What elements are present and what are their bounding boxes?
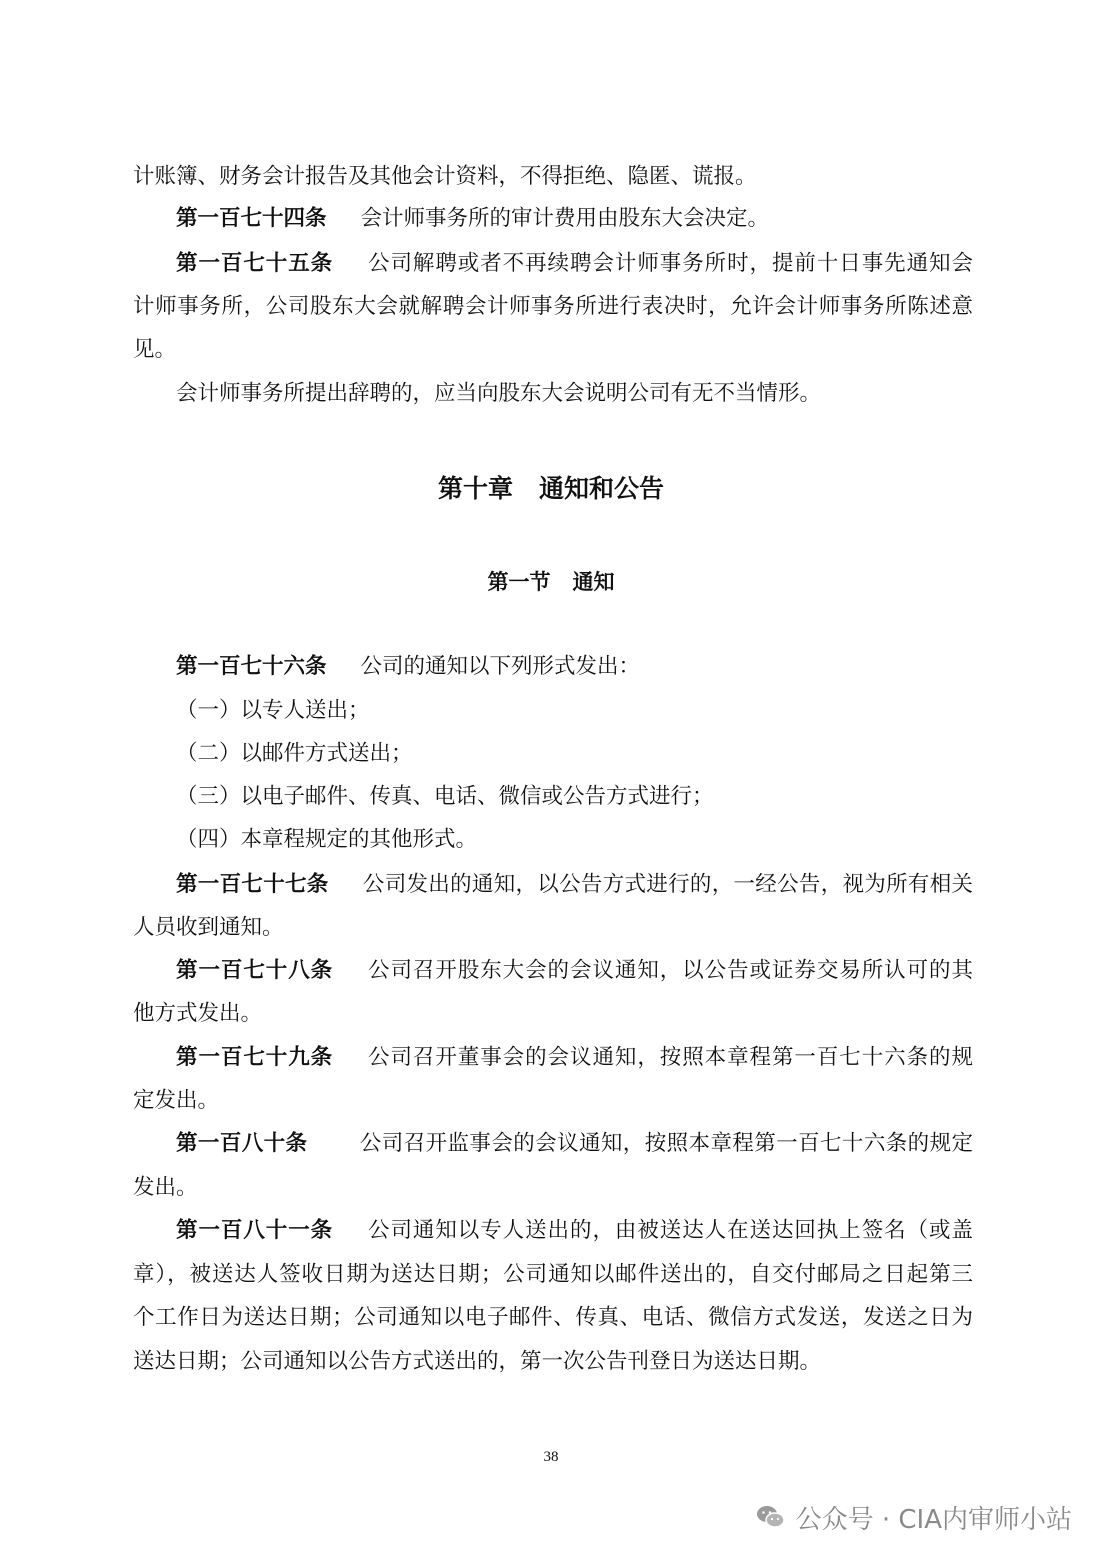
paragraph-line: 送达日期；公司通知以公告方式送出的，第一次公告刊登日为送达日期。 <box>133 1349 822 1374</box>
article-number: 第一百七十九条 <box>176 1045 334 1070</box>
paragraph-line: 个工作日为送达日期；公司通知以电子邮件、传真、电话、微信方式发送，发送之日为 <box>133 1305 973 1330</box>
article-text: 公司的通知以下列形式发出： <box>360 654 641 679</box>
chapter-heading <box>0 472 1102 506</box>
paragraph-line: 见。 <box>133 337 177 362</box>
watermark-text: 公众号 · CIA内审师小站 <box>795 1504 1072 1535</box>
paragraph-line: 计账簿、财务会计报告及其他会计资料，不得拒绝、隐匿、谎报。 <box>133 164 757 189</box>
list-item: （三）以电子邮件、传真、电话、微信或公告方式进行； <box>176 784 714 809</box>
article-number: 第一百七十五条 <box>176 251 334 276</box>
paragraph-line: 发出。 <box>133 1175 198 1200</box>
article-text: 公司召开股东大会的会议通知，以公告或证券交易所认可的其 <box>367 958 973 983</box>
page-number: 38 <box>543 1449 559 1465</box>
article-177 <box>176 870 973 900</box>
article-text: 公司召开董事会的会议通知，按照本章程第一百七十六条的规 <box>367 1045 973 1070</box>
paragraph-line: 会计师事务所提出辞聘的，应当向股东大会说明公司有无不当情形。 <box>176 381 822 406</box>
article-176 <box>176 652 973 682</box>
article-181 <box>176 1216 973 1246</box>
paragraph-line: 人员收到通知。 <box>133 915 284 940</box>
list-item: （一）以专人送出； <box>176 698 370 723</box>
chapter-title: 通知和公告 <box>539 474 665 503</box>
paragraph-line: 他方式发出。 <box>133 1001 263 1026</box>
wechat-icon <box>756 1504 786 1530</box>
article-174 <box>176 204 973 234</box>
article-number: 第一百八十一条 <box>176 1218 334 1243</box>
paragraph-line: 计师事务所，公司股东大会就解聘会计师事务所进行表决时，允许会计师事务所陈述意 <box>133 294 973 319</box>
article-number: 第一百八十条 <box>176 1131 308 1156</box>
article-text: 公司发出的通知，以公告方式进行的，一经公告，视为所有相关 <box>362 872 973 897</box>
list-item: （二）以邮件方式送出； <box>176 741 413 766</box>
section-title: 通知 <box>572 569 615 594</box>
article-text: 公司通知以专人送出的，由被送达人在送达回执上签名（或盖 <box>367 1218 973 1243</box>
article-number: 第一百七十七条 <box>176 872 329 897</box>
article-text: 公司解聘或者不再续聘会计师事务所时，提前十日事先通知会 <box>367 251 973 276</box>
chapter-number: 第十章 <box>437 474 513 503</box>
article-175 <box>176 249 973 279</box>
article-number: 第一百七十八条 <box>176 958 334 983</box>
section-number: 第一节 <box>487 569 551 594</box>
list-item: （四）本章程规定的其他形式。 <box>176 827 478 852</box>
article-number: 第一百七十四条 <box>176 206 327 231</box>
paragraph-line: 定发出。 <box>133 1088 220 1113</box>
article-178 <box>176 956 973 986</box>
paragraph-line: 章），被送达人签收日期为送达日期；公司通知以邮件送出的，自交付邮局之日起第三 <box>133 1262 973 1287</box>
watermark <box>756 1497 1072 1537</box>
article-180 <box>176 1129 973 1159</box>
article-text: 公司召开监事会的会议通知，按照本章程第一百七十六条的规定 <box>359 1131 973 1156</box>
section-heading <box>0 567 1102 597</box>
article-number: 第一百七十六条 <box>176 654 327 679</box>
article-text: 会计师事务所的审计费用由股东大会决定。 <box>360 206 770 231</box>
article-179 <box>176 1043 973 1073</box>
